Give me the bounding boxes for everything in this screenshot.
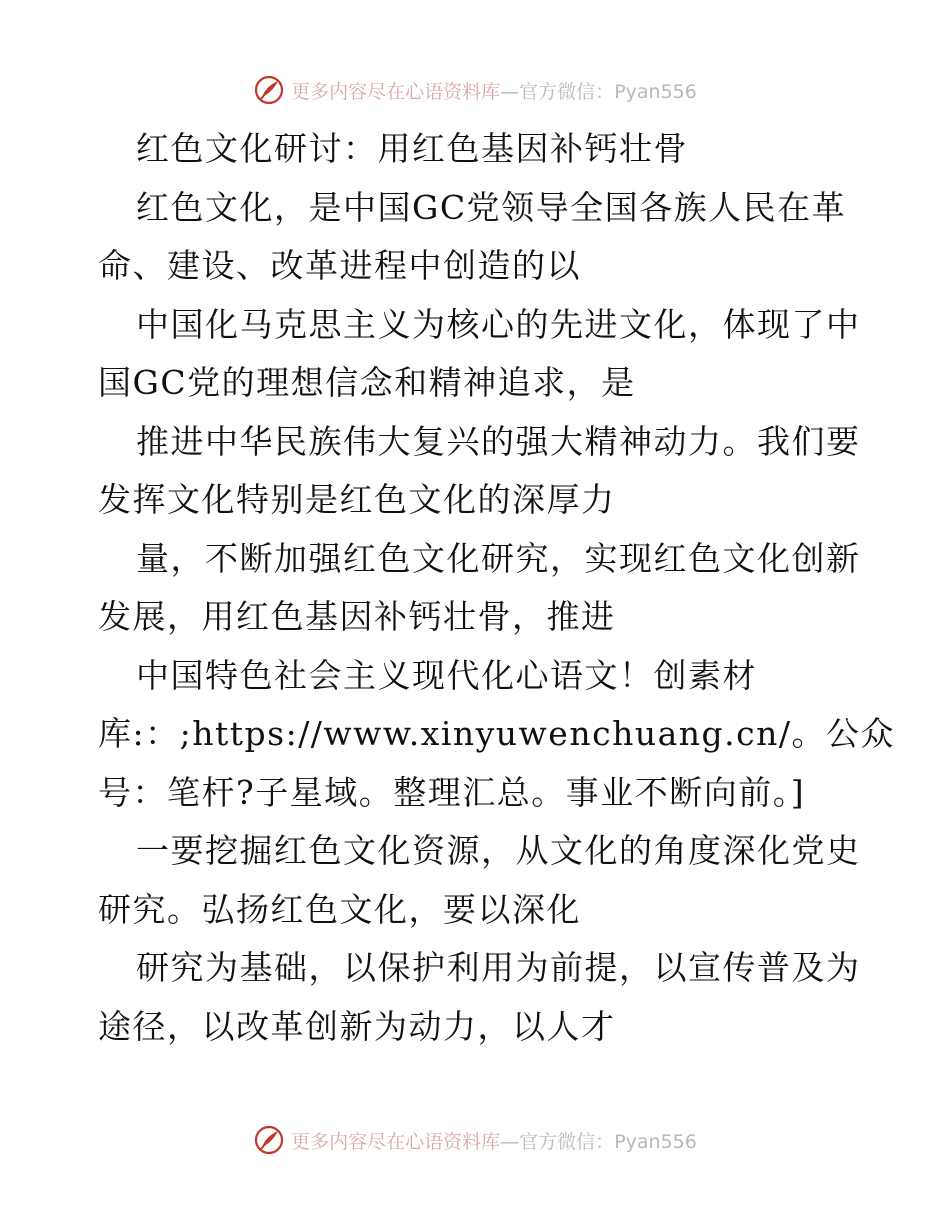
document-title: 红色文化研讨：用红色基因补钙壮骨 — [136, 129, 688, 168]
watermark-wechat-label: 官方微信： — [519, 80, 615, 103]
paragraph-line: 研究为基础，以保护利用为前提，以宣传普及为 — [136, 948, 861, 987]
watermark-separator: — — [500, 1130, 520, 1153]
watermark-wechat-label: 官方微信： — [519, 1130, 615, 1153]
quill-logo-icon — [253, 1124, 285, 1156]
watermark-brand: 更多内容尽在心语资料库 — [291, 80, 501, 103]
footer-watermark — [0, 1120, 950, 1160]
watermark-brand: 更多内容尽在心语资料库 — [291, 1130, 501, 1153]
paragraph-line: 红色文化，是中国GC党领导全国各族人民在革 — [136, 187, 847, 227]
paragraph-line: 国GC党的理想信念和精神追求，是 — [98, 363, 636, 402]
quill-logo-icon — [253, 74, 285, 106]
watermark-separator: — — [500, 80, 520, 103]
paragraph-line: 研究。弘扬红色文化，要以深化 — [98, 889, 581, 929]
watermark-wechat-id: Pyan556 — [614, 1130, 697, 1153]
watermark-wechat-id: Pyan556 — [614, 80, 697, 103]
paragraph-line: 发挥文化特别是红色文化的深厚力 — [98, 480, 616, 519]
paragraph-line: 途径，以改革创新为动力，以人才 — [98, 1006, 616, 1046]
paragraph-line: 发展，用红色基因补钙壮骨，推进 — [98, 597, 616, 636]
paragraph-line: 一要挖掘红色文化资源，从文化的角度深化党史 — [136, 831, 861, 870]
paragraph-line: 中国特色社会主义现代化心语文！创素材 — [136, 655, 757, 695]
paragraph-line: 推进中华民族伟大复兴的强大精神动力。我们要 — [136, 421, 861, 461]
paragraph-line: 库:：;https://www.xinyuwenchuang.cn/。公众 — [98, 714, 895, 753]
document-body — [98, 120, 895, 1056]
paragraph-line: 号：笔杆?子星域。整理汇总。事业不断向前。] — [98, 772, 806, 812]
header-watermark — [0, 70, 950, 110]
paragraph-line: 量，不断加强红色文化研究，实现红色文化创新 — [136, 538, 861, 578]
paragraph-line: 命、建设、改革进程中创造的以 — [98, 246, 581, 285]
paragraph-line: 中国化马克思主义为核心的先进文化，体现了中 — [136, 304, 861, 344]
